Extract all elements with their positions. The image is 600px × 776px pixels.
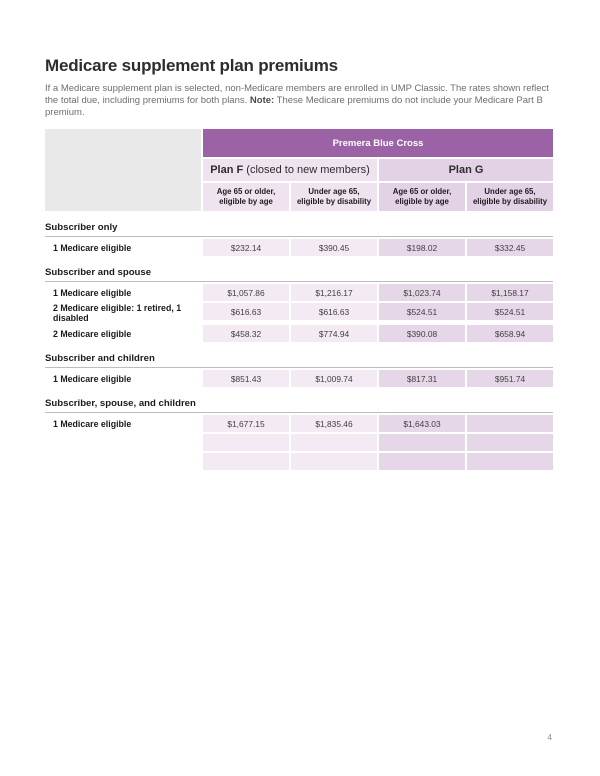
premium-cell [291,434,377,451]
premium-cell: $1,158.17 [467,284,553,301]
column-header-planf-by-age [203,183,289,211]
premium-cell: $616.63 [291,303,377,320]
row-label [45,453,201,470]
row-label: 1 Medicare eligible [45,415,201,432]
row-label: 1 Medicare eligible [45,370,201,387]
table-row [45,453,553,470]
premium-cell: $524.51 [379,303,465,320]
premium-cell: $616.63 [203,303,289,320]
table-row [45,239,553,256]
table-row [45,434,553,451]
table-section-subscriber-and-spouse [45,262,553,342]
row-label: 2 Medicare eligible [45,325,201,342]
column-header-line: Age 65 or older, [392,187,452,197]
plan-g-header-cell [379,159,553,181]
premium-cell [203,434,289,451]
premium-cell: $817.31 [379,370,465,387]
table-header [45,129,553,211]
table-row [45,415,553,432]
section-title: Subscriber and children [45,348,553,368]
premium-cell [203,453,289,470]
note-label: Note: [249,95,275,106]
plan-f-header-cell [203,159,377,181]
section-title: Subscriber only [45,217,553,237]
section-title: Subscriber and spouse [45,262,553,282]
table-row [45,303,553,323]
premium-cell [467,434,553,451]
premium-cell: $951.74 [467,370,553,387]
premium-cell [467,415,553,432]
premium-cell: $1,216.17 [291,284,377,301]
premium-cell [379,453,465,470]
premium-cell [379,434,465,451]
section-title: Subscriber, spouse, and children [45,393,553,413]
premium-cell: $198.02 [379,239,465,256]
carrier-header-bar: Premera Blue Cross [203,129,553,157]
column-header-plang-by-disability [467,183,553,211]
table-section-subscriber-and-children [45,348,553,387]
premium-cell [467,453,553,470]
premium-cell [291,453,377,470]
premium-cell: $1,023.74 [379,284,465,301]
premium-cell: $390.08 [379,325,465,342]
column-header-row [203,183,553,211]
premium-cell: $232.14 [203,239,289,256]
premium-cell: $390.45 [291,239,377,256]
premium-cell: $524.51 [467,303,553,320]
column-header-line: eligible by disability [472,197,548,206]
premium-cell: $1,677.15 [203,415,289,432]
premium-cell: $458.32 [203,325,289,342]
page-title: Medicare supplement plan premiums [45,56,338,75]
table-header-right [203,129,553,211]
premium-cell: $1,057.86 [203,284,289,301]
column-header-plang-by-age [379,183,465,211]
row-label: 2 Medicare eligible: 1 retired, 1 disabled [45,303,201,323]
premiums-table [45,129,553,470]
column-header-line: Age 65 or older, [216,187,276,197]
intro-text [45,83,553,119]
column-header-line: eligible by disability [296,197,372,206]
column-header-planf-by-disability [291,183,377,211]
table-row [45,284,553,301]
table-section-subscriber-only [45,217,553,256]
column-header-line: eligible by age [219,197,273,206]
intro-before-note: If a Medicare supplement plan is selected, non-Medicare members are enrolled in UMP Classic. The rates shown reflect the total due, including premiums for both plans. [45,83,549,106]
intro-after-note: These Medicare premiums do not include your Medicare Part B premium. [45,95,543,118]
table-section-subscriber-spouse-and-children [45,393,553,470]
plan-g-name: Plan G [448,164,484,176]
plan-f-suffix: (closed to new members) [243,164,370,176]
row-label: 1 Medicare eligible [45,239,201,256]
premium-cell: $1,009.74 [291,370,377,387]
premium-cell: $332.45 [467,239,553,256]
row-label: 1 Medicare eligible [45,284,201,301]
row-label [45,434,201,451]
column-header-line: Under age 65, [484,187,536,197]
corner-spacer [45,129,201,211]
column-header-line: Under age 65, [308,187,360,197]
page-number: 4 [547,733,552,742]
table-row [45,370,553,387]
premium-cell: $1,835.46 [291,415,377,432]
column-header-line: eligible by age [395,197,449,206]
plan-f-name: Plan F [210,164,244,176]
plan-header-row [203,159,553,181]
premium-cell: $851.43 [203,370,289,387]
premium-cell: $658.94 [467,325,553,342]
premium-cell: $774.94 [291,325,377,342]
table-row [45,325,553,342]
premium-cell: $1,643.03 [379,415,465,432]
